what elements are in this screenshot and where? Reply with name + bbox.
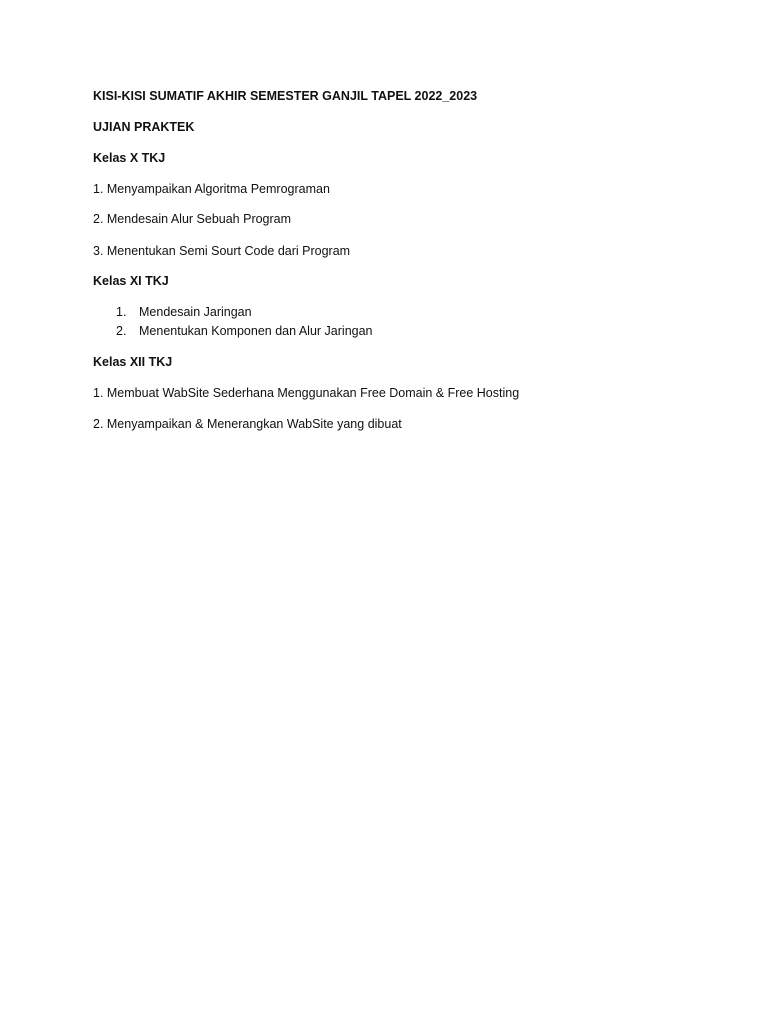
list-item: 1. Menyampaikan Algoritma Pemrograman: [93, 182, 330, 196]
list-number: 1.: [116, 305, 127, 319]
list-number: 2.: [116, 324, 127, 338]
section-heading-xi-tkj: Kelas XI TKJ: [93, 274, 169, 288]
section-heading-x-tkj: Kelas X TKJ: [93, 151, 166, 165]
list-item: 3. Menentukan Semi Sourt Code dari Program: [93, 244, 351, 258]
list-item: 2. Menyampaikan & Menerangkan WabSite yang dibuat: [93, 417, 402, 431]
document-subtitle: UJIAN PRAKTEK: [93, 120, 195, 134]
list-item: 1. Membuat WabSite Sederhana Menggunakan Free Domain & Free Hosting: [93, 386, 520, 400]
document-title: KISI-KISI SUMATIF AKHIR SEMESTER GANJIL TAPEL 2022_2023: [93, 89, 478, 103]
section-heading-xii-tkj: Kelas XII TKJ: [93, 355, 173, 369]
list-item: 2. Mendesain Alur Sebuah Program: [93, 212, 292, 226]
list-item: Mendesain Jaringan: [139, 305, 252, 319]
list-item: Menentukan Komponen dan Alur Jaringan: [139, 324, 373, 338]
